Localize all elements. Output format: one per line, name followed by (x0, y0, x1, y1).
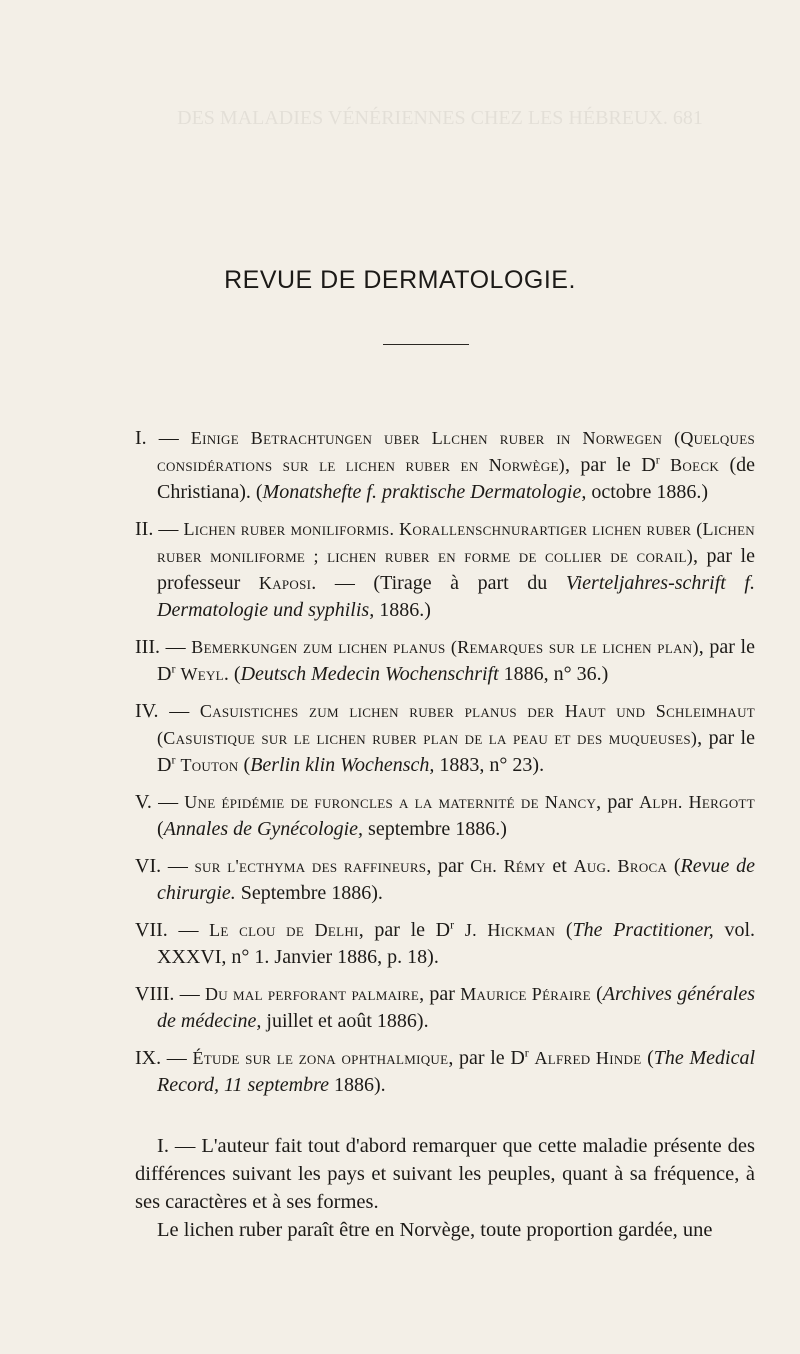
show-through-running-head: DES MALADIES VÉNÉRIENNES CHEZ LES HÉBREUX. 681 (177, 107, 703, 129)
paragraph: Le lichen ruber paraît être en Norvège, toute proportion gardée, une (157, 1219, 713, 1241)
bibliography-list (135, 425, 755, 1109)
title-rule (383, 344, 469, 345)
entry-9: IX. — Étude sur le zona ophthalmique, par le $D^r$ Alfred Hinde (The Medical Record, 11 septembre 1886). (135, 1045, 755, 1096)
entry-7: VII. — Le clou de Delhi, par le $D^r$ J. Hickman (The Practitioner, vol. XXXVI, n° 1. Janvier 1886, p. 18). (135, 917, 755, 968)
entry-3: III. — Bemerkungen zum lichen planus (Remarques sur le lichen plan), par le $D^r$ Weyl. (Deutsch Medecin Wochenschrift 1886, n° 36.) (135, 636, 755, 685)
entry-4: IV. — Casuistiches zum lichen ruber planus der Haut und Schleimhaut (Casuistique sur le lichen ruber plan de la peau et des muqueuses), par le $D^r$ Touton (Berlin klin Wochensch, 1883, n° 23). (135, 700, 756, 776)
body-text (135, 1132, 755, 1244)
entry-1: I. — Einige Betrachtungen uber Llchen ruber in Norwegen (Quelques considérations sur le lichen ruber en Norwège), par le $D^r$ Boeck (de Christiana). (Monatshefte f. praktische Dermatologie, octobre 1886.) (135, 427, 755, 503)
entry-8: VIII. — Du mal perforant palmaire, par Maurice Péraire (Archives générales de médecine, juillet et août 1886). (135, 983, 755, 1032)
paragraph: I. — L'auteur fait tout d'abord remarquer que cette maladie présente des différences suivant les pays et suivant les peuples, quant à sa fréquence, à ses caractères et à ses formes. (135, 1135, 755, 1213)
entry-6: VI. — sur l'ecthyma des raffineurs, par Ch. Rémy et Aug. Broca (Revue de chirurgie. Septembre 1886). (135, 855, 755, 904)
entry-2: II. — Lichen ruber moniliformis. Korallenschnurartiger lichen ruber (Lichen ruber moniliforme ; lichen ruber en forme de collier de corail), par le professeur Kaposi. — (Tirage à part du Vierteljahres-schrift f. Dermatologie und syphilis, 1886.) (135, 518, 755, 621)
page-title: REVUE DE DERMATOLOGIE. (224, 266, 576, 294)
entry-5: V. — Une épidémie de furoncles a la maternité de Nancy, par Alph. Hergott (Annales de Gynécologie, septembre 1886.) (135, 791, 755, 840)
